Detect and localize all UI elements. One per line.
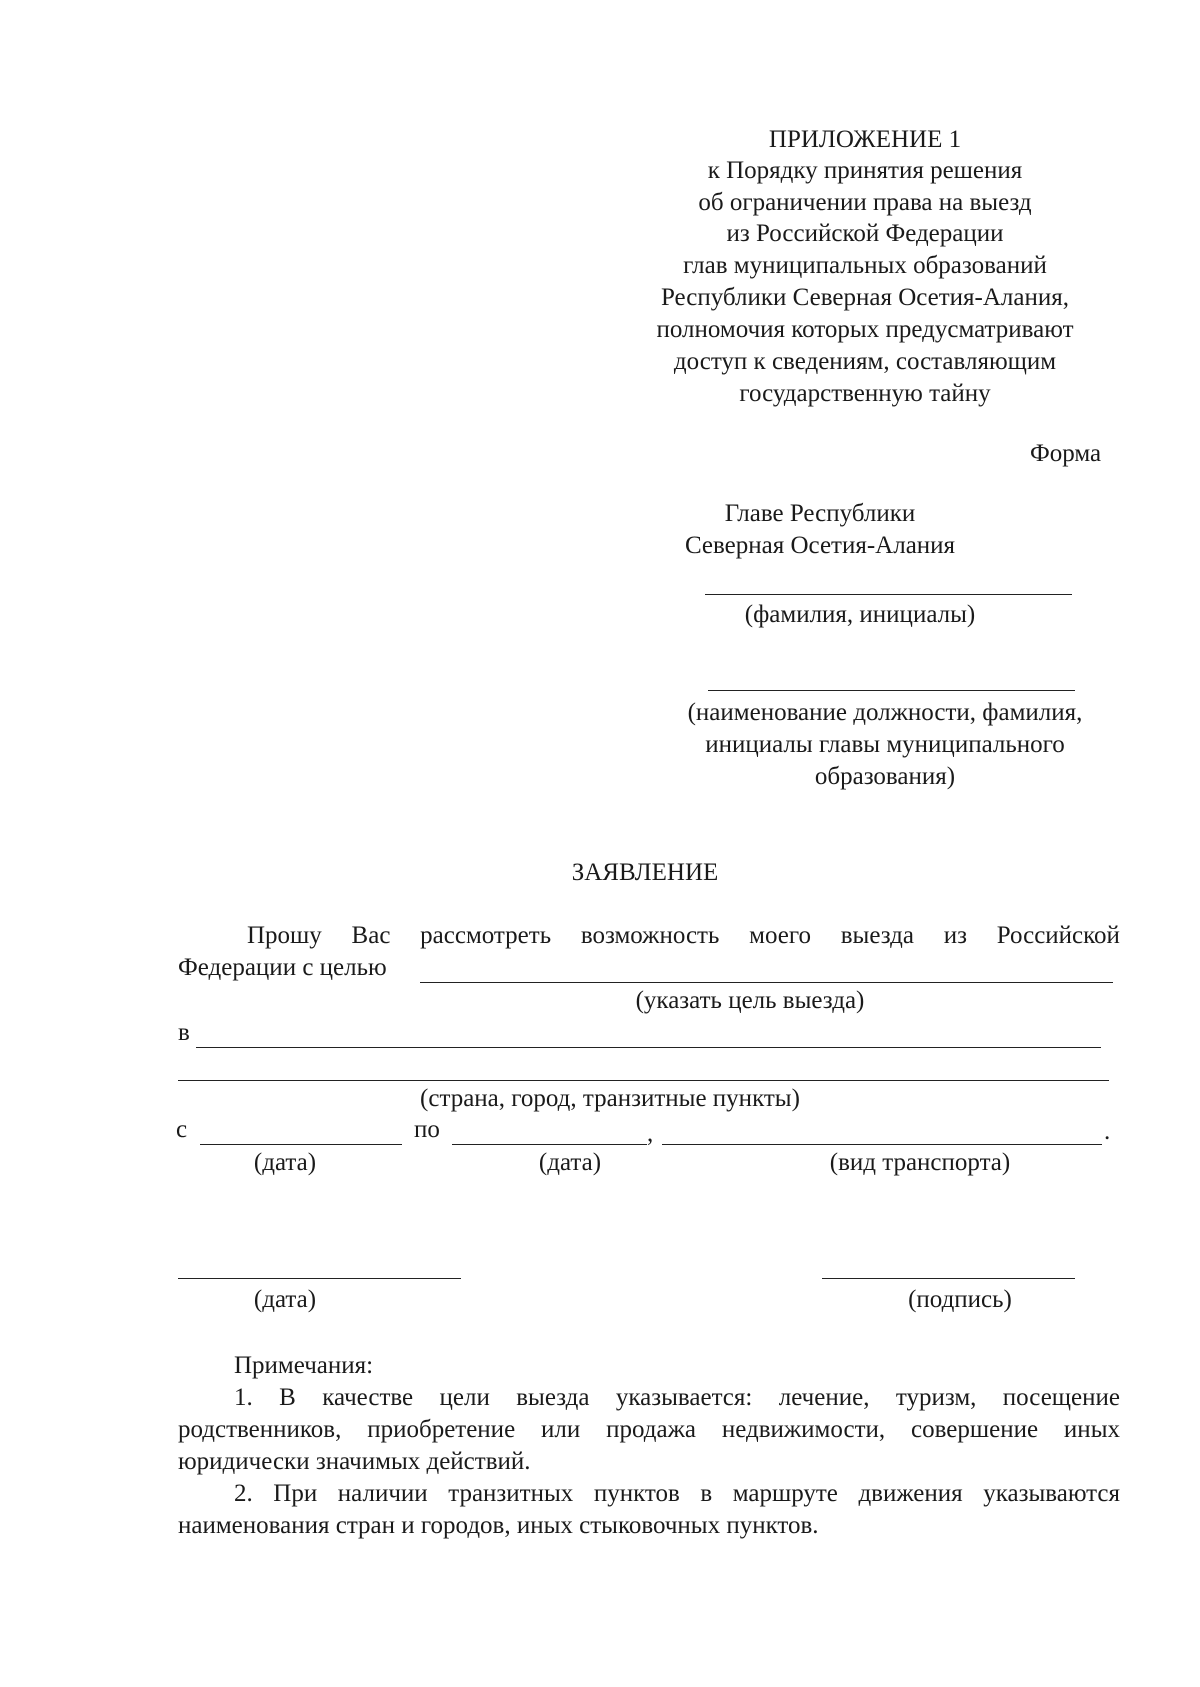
body-word: рассмотреть: [420, 922, 552, 949]
from-date-hint: (дата): [253, 1149, 317, 1176]
appendix-title: ПРИЛОЖЕНИЕ 1: [768, 126, 962, 153]
signature-line[interactable]: [822, 1278, 1075, 1279]
note-1-line-2: родственников, приобретение или продажа недвижимости, совершение иных: [178, 1416, 1120, 1443]
note-2-line-2: наименования стран и городов, иных стыковочных пунктов.: [178, 1512, 819, 1539]
to-date-hint: (дата): [538, 1149, 602, 1176]
sender-fill-line: [708, 690, 1075, 691]
destination-fill-line-2[interactable]: [178, 1080, 1109, 1081]
signature-date-line[interactable]: [178, 1278, 461, 1279]
form-label: Форма: [1030, 440, 1102, 467]
to-label: по: [414, 1116, 440, 1143]
body-word: выезда: [840, 922, 914, 949]
body-word: из: [943, 922, 967, 949]
addressee-line: Северная Осетия-Алания: [684, 532, 956, 559]
body-word: Вас: [351, 922, 391, 949]
appendix-line: об ограничении права на выезд: [698, 189, 1032, 216]
body-line-1: [247, 922, 1120, 950]
from-label: с: [176, 1116, 188, 1143]
notes-heading: Примечания:: [234, 1352, 374, 1379]
name-fill-line: [705, 594, 1072, 595]
body-word: возможность: [580, 922, 720, 949]
period: .: [1104, 1118, 1111, 1145]
to-date-fill-line[interactable]: [452, 1144, 647, 1145]
note-2-line-1: 2. При наличии транзитных пунктов в маршруте движения указываются: [234, 1480, 1120, 1507]
signature-hint: (подпись): [908, 1286, 1012, 1313]
sender-hint: образования): [814, 763, 956, 790]
note-1-line-1: 1. В качестве цели выезда указывается: лечение, туризм, посещение: [234, 1384, 1120, 1411]
appendix-line: государственную тайну: [739, 380, 991, 407]
addressee-line: Главе Республики: [724, 500, 916, 527]
body-word: Российской: [996, 922, 1120, 949]
sender-hint: (наименование должности, фамилия,: [687, 699, 1083, 726]
destination-hint: (страна, город, транзитные пункты): [420, 1085, 800, 1112]
appendix-line: к Порядку принятия решения: [707, 157, 1023, 184]
appendix-line: глав муниципальных образований: [683, 252, 1047, 279]
from-date-fill-line[interactable]: [200, 1144, 402, 1145]
purpose-prefix: Федерации с целью: [178, 954, 387, 981]
appendix-line: доступ к сведениям, составляющим: [673, 348, 1057, 375]
transport-hint: (вид транспорта): [829, 1149, 1011, 1176]
name-hint: (фамилия, инициалы): [744, 601, 976, 628]
in-label: в: [178, 1019, 190, 1046]
destination-fill-line-1[interactable]: [196, 1047, 1101, 1048]
appendix-line: полномочия которых предусматривают: [656, 316, 1074, 343]
note-1-line-3: юридически значимых действий.: [178, 1448, 531, 1475]
purpose-fill-line[interactable]: [420, 982, 1113, 983]
appendix-line: Республики Северная Осетия-Алания,: [660, 284, 1070, 311]
body-word: моего: [749, 922, 811, 949]
document-title: ЗАЯВЛЕНИЕ: [571, 859, 719, 886]
comma: ,: [647, 1120, 654, 1147]
transport-fill-line[interactable]: [662, 1144, 1102, 1145]
appendix-line: из Российской Федерации: [726, 220, 1004, 247]
signature-date-hint: (дата): [253, 1286, 317, 1313]
sender-hint: инициалы главы муниципального: [705, 731, 1065, 758]
body-word: Прошу: [247, 922, 322, 949]
purpose-hint: (указать цель выезда): [635, 987, 865, 1014]
